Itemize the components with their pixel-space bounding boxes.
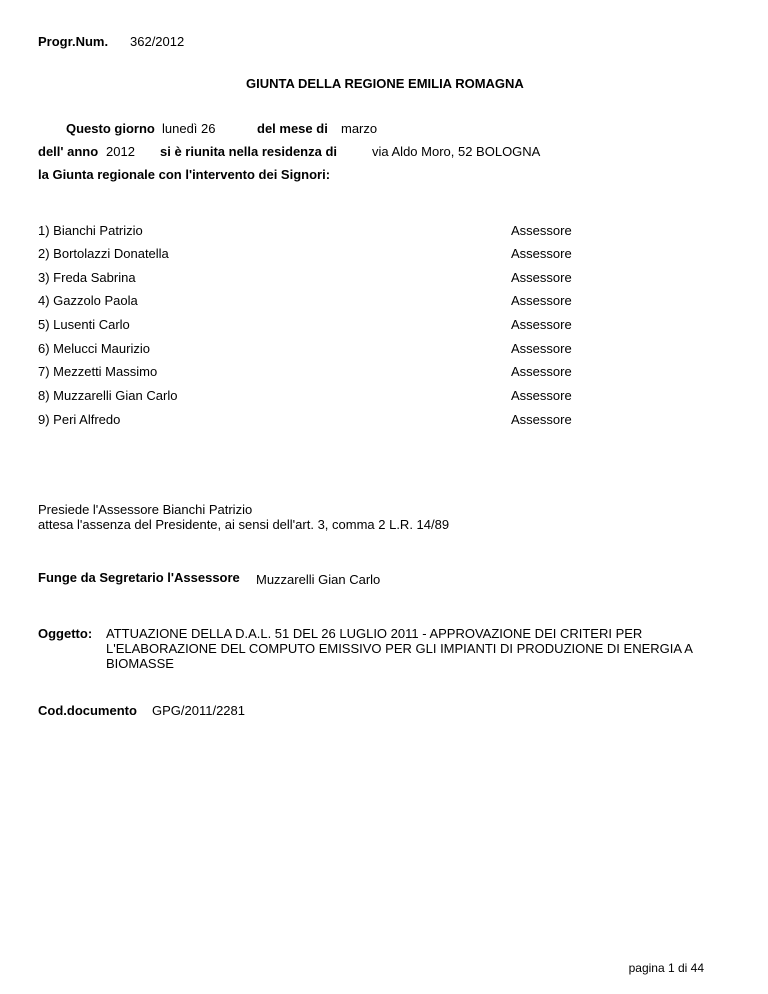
member-role: Assessore [511, 293, 572, 308]
members-intro: la Giunta regionale con l'intervento dei Signori: [38, 167, 331, 182]
year-value: 2012 [106, 144, 135, 159]
subject-line-1: ATTUAZIONE DELLA D.A.L. 51 DEL 26 LUGLIO 2011 - APPROVAZIONE DEI CRITERI PER [106, 626, 643, 641]
day-label: Questo giorno [66, 121, 155, 136]
member-role: Assessore [511, 364, 572, 379]
subject-line-2: L'ELABORAZIONE DEL COMPUTO EMISSIVO PER GLI IMPIANTI DI PRODUZIONE DI ENERGIA A [106, 641, 693, 656]
member-name: 2) Bortolazzi Donatella [38, 246, 169, 261]
member-name: 7) Mezzetti Massimo [38, 364, 158, 379]
member-role: Assessore [511, 223, 572, 238]
progr-num-value: 362/2012 [130, 34, 185, 49]
month-value: marzo [341, 121, 378, 136]
subject-line-3: BIOMASSE [106, 656, 174, 671]
month-label: del mese di [257, 121, 328, 136]
document-title: GIUNTA DELLA REGIONE EMILIA ROMAGNA [246, 76, 524, 91]
member-role: Assessore [511, 270, 572, 285]
member-name: 6) Melucci Maurizio [38, 341, 150, 356]
year-label: dell' anno [38, 144, 99, 159]
member-name: 8) Muzzarelli Gian Carlo [38, 388, 178, 403]
residence-label: si è riunita nella residenza di [160, 144, 338, 159]
member-role: Assessore [511, 246, 572, 261]
residence-value: via Aldo Moro, 52 BOLOGNA [372, 144, 541, 159]
secretary-value: Muzzarelli Gian Carlo [256, 572, 381, 587]
member-name: 3) Freda Sabrina [38, 270, 136, 285]
secretary-label: Funge da Segretario l'Assessore [38, 570, 240, 585]
presidency-line-2: attesa l'assenza del Presidente, ai sensi dell'art. 3, comma 2 L.R. 14/89 [38, 517, 450, 532]
page-number: pagina 1 di 44 [628, 961, 704, 975]
member-role: Assessore [511, 317, 572, 332]
progr-num-label: Progr.Num. [38, 34, 109, 49]
document-code-value: GPG/2011/2281 [152, 703, 245, 718]
member-name: 5) Lusenti Carlo [38, 317, 130, 332]
document-code-label: Cod.documento [38, 703, 137, 718]
member-role: Assessore [511, 412, 572, 427]
subject-label: Oggetto: [38, 626, 93, 641]
member-name: 1) Bianchi Patrizio [38, 223, 143, 238]
day-value: lunedì 26 [162, 121, 216, 136]
member-name: 4) Gazzolo Paola [38, 293, 138, 308]
presidency-line-1: Presiede l'Assessore Bianchi Patrizio [38, 502, 253, 517]
member-role: Assessore [511, 341, 572, 356]
member-name: 9) Peri Alfredo [38, 412, 121, 427]
member-role: Assessore [511, 388, 572, 403]
